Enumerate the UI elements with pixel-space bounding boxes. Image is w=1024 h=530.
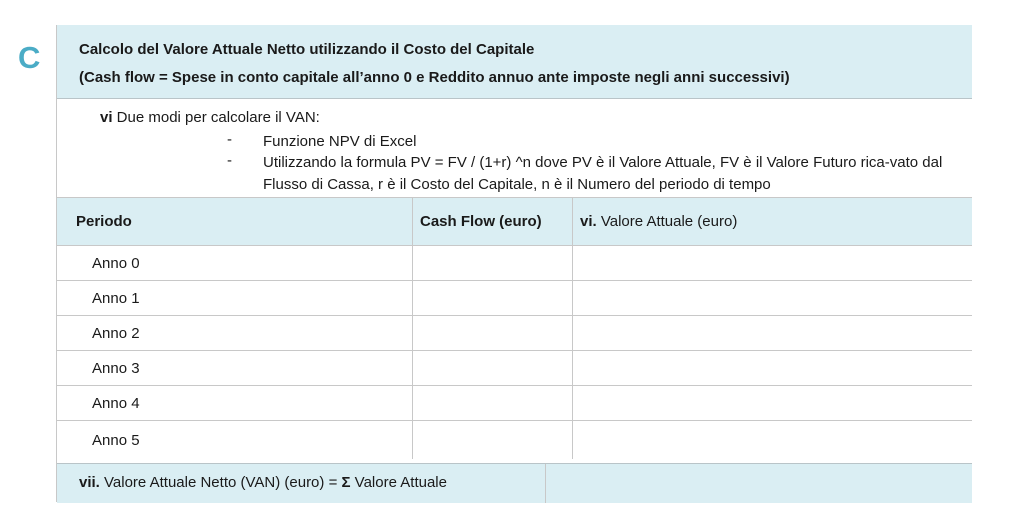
bullet-text: Funzione NPV di Excel	[263, 133, 417, 150]
bullet-dash: -	[227, 131, 232, 148]
present-value-marker: vi.	[580, 213, 597, 230]
cash-flow-cell[interactable]	[413, 246, 573, 281]
table-row	[57, 281, 972, 316]
column-header-cash-flow: Cash Flow (euro)	[413, 198, 573, 246]
column-header-present-value	[573, 198, 973, 246]
worksheet-title: Calcolo del Valore Attuale Netto utilizzando il Costo del Capitale	[79, 41, 535, 58]
period-cell: Anno 5	[57, 421, 413, 460]
table-row	[57, 421, 972, 460]
section-letter: C	[18, 40, 41, 75]
worksheet-subtitle: (Cash flow = Spese in conto capitale all’anno 0 e Reddito annuo ante imposte negli anni successivi)	[79, 69, 790, 86]
npv-label-text: Valore Attuale Netto (VAN) (euro) =	[99, 474, 342, 491]
npv-marker: vii.	[79, 474, 100, 491]
table-row	[57, 386, 972, 421]
present-value-cell[interactable]	[573, 351, 973, 386]
table-row	[57, 316, 972, 351]
cash-flow-cell[interactable]	[413, 421, 573, 460]
present-value-cell[interactable]	[573, 386, 973, 421]
period-cell: Anno 1	[57, 281, 413, 316]
cash-flow-cell[interactable]	[413, 386, 573, 421]
column-divider	[545, 464, 546, 503]
notes-intro-marker: vi	[100, 109, 113, 126]
sigma-symbol: Σ	[341, 474, 351, 491]
npv-worksheet	[56, 25, 972, 502]
period-cell: Anno 0	[57, 246, 413, 281]
present-value-header-text: Valore Attuale (euro)	[596, 213, 738, 230]
period-cell: Anno 2	[57, 316, 413, 351]
period-cell: Anno 3	[57, 351, 413, 386]
cash-flow-cell[interactable]	[413, 351, 573, 386]
notes-intro-text: Due modi per calcolare il VAN:	[112, 109, 320, 126]
present-value-cell[interactable]	[573, 316, 973, 351]
table-row	[57, 246, 972, 281]
cash-flow-table	[57, 197, 972, 459]
npv-total-row	[57, 463, 972, 503]
cash-flow-cell[interactable]	[413, 281, 573, 316]
calculation-notes	[57, 99, 972, 197]
npv-total-label	[79, 474, 447, 491]
period-cell: Anno 4	[57, 386, 413, 421]
bullet-dash: -	[227, 152, 232, 169]
notes-intro	[100, 109, 320, 126]
present-value-cell[interactable]	[573, 421, 973, 460]
cash-flow-cell[interactable]	[413, 316, 573, 351]
present-value-cell[interactable]	[573, 246, 973, 281]
bullet-text: Utilizzando la formula PV = FV / (1+r) ^n dove PV è il Valore Attuale, FV è il Valore Futuro rica-vato dal Flusso di Cassa, r è il Costo del Capitale, n è il Numero del periodo di tempo	[263, 154, 943, 193]
table-row	[57, 351, 972, 386]
table-header-row	[57, 198, 972, 246]
npv-value-cell[interactable]	[547, 464, 972, 503]
npv-label-text-2: Valore Attuale	[350, 474, 447, 491]
worksheet-header	[57, 25, 972, 99]
present-value-cell[interactable]	[573, 281, 973, 316]
column-header-period: Periodo	[57, 198, 413, 246]
